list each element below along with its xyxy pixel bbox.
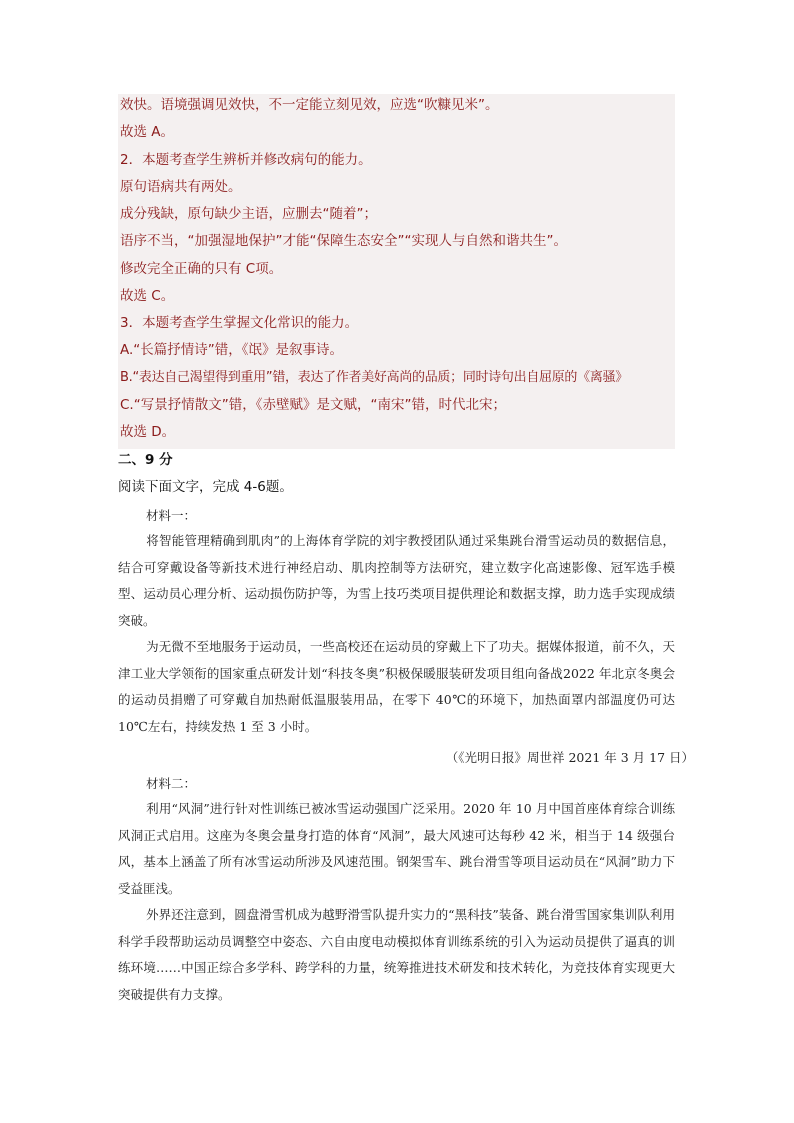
answer-line: 语序不当，“加强湿地保护”才能“保障生态安全”“实现人与自然和谐共生”。 bbox=[120, 233, 567, 249]
answer-line: 原句语病共有两处。 bbox=[120, 179, 242, 195]
answer-line: 故选 C。 bbox=[120, 288, 175, 304]
paragraph-text: 利用“风洞”进行针对性训练已被冰雪运动强国广泛采用。2020 年 10 月中国首座体育综合训练风洞正式启用。这座为冬奥会量身打造的体育“风洞”，最大风速可达每秒 42 米，相当于 14 级强台风，基本上涵盖了所有冰雪运动所涉及风速范围。钢架雪车、跳台滑雪等项目运动员在“风洞”助力下受益匪浅。 bbox=[118, 801, 675, 896]
material-1-paragraph-2 bbox=[118, 634, 675, 740]
paragraph-text: 为无微不至地服务于运动员，一些高校还在运动员的穿戴上下了功夫。据媒体报道，前不久，天津工业大学领衔的国家重点研发计划“科技冬奥”积极保暖服装研发项目组向备战2022 年北京冬奥会的运动员捐赠了可穿戴自加热耐低温服装用品，在零下 40℃的环境下，加热面罩内部温度仍可达 10℃左右，持续发热 1 至 3 小时。 bbox=[118, 639, 675, 734]
section-heading: 二、9 分 bbox=[118, 452, 173, 468]
answer-line: 2．本题考查学生辨析并修改病句的能力。 bbox=[120, 152, 372, 168]
answer-line: 效快。语境强调见效快，不一定能立刻见效，应选“吹糠见米”。 bbox=[120, 97, 499, 113]
material-2-paragraph-1 bbox=[118, 796, 675, 902]
answer-line: 成分残缺，原句缺少主语，应删去“随着”； bbox=[120, 206, 377, 222]
answer-line: B.“表达自己渴望得到重用”错，表达了作者美好高尚的品质；同时诗句出自屈原的《离骚》 bbox=[120, 370, 628, 385]
answer-line: 3．本题考查学生掌握文化常识的能力。 bbox=[120, 315, 359, 331]
answer-line: 修改完全正确的只有 C项。 bbox=[120, 261, 283, 277]
paragraph-text: 外界还注意到，圆盘滑雪机成为越野滑雪队提升实力的“黑科技”装备、跳台滑雪国家集训队利用科学手段帮助运动员调整空中姿态、六自由度电动模拟体育训练系统的引入为运动员提供了逼真的训练环境……中国正综合多学科、跨学科的力量，统筹推进技术研发和技术转化，为竞技体育实现更大突破提供有力支撑。 bbox=[118, 907, 675, 1002]
section-instruction: 阅读下面文字，完成 4-6题。 bbox=[118, 479, 293, 495]
material-1-label: 材料一： bbox=[146, 508, 197, 523]
material-1-paragraph-1 bbox=[118, 528, 675, 634]
answer-line: C.“写景抒情散文”错，《赤壁赋》是文赋，“南宋”错，时代北宋； bbox=[120, 397, 506, 413]
material-2-paragraph-2 bbox=[118, 902, 675, 1008]
answer-line: A.“长篇抒情诗”错，《氓》是叙事诗。 bbox=[120, 342, 344, 358]
answer-line: 故选 A。 bbox=[120, 124, 175, 140]
material-1-source: （《光明日报》周世祥 2021 年 3 月 17 日） bbox=[445, 750, 694, 765]
answer-line: 故选 D。 bbox=[120, 424, 176, 440]
paragraph-text: 将智能管理精确到肌肉”的上海体育学院的刘宇教授团队通过采集跳台滑雪运动员的数据信息，结合可穿戴设备等新技术进行神经启动、肌肉控制等方法研究，建立数字化高速影像、冠军选手模型、运动员心理分析、运动损伤防护等，为雪上技巧类项目提供理论和数据支撑，助力选手实现成绩突破。 bbox=[118, 533, 675, 628]
material-2-label: 材料二： bbox=[146, 776, 197, 791]
